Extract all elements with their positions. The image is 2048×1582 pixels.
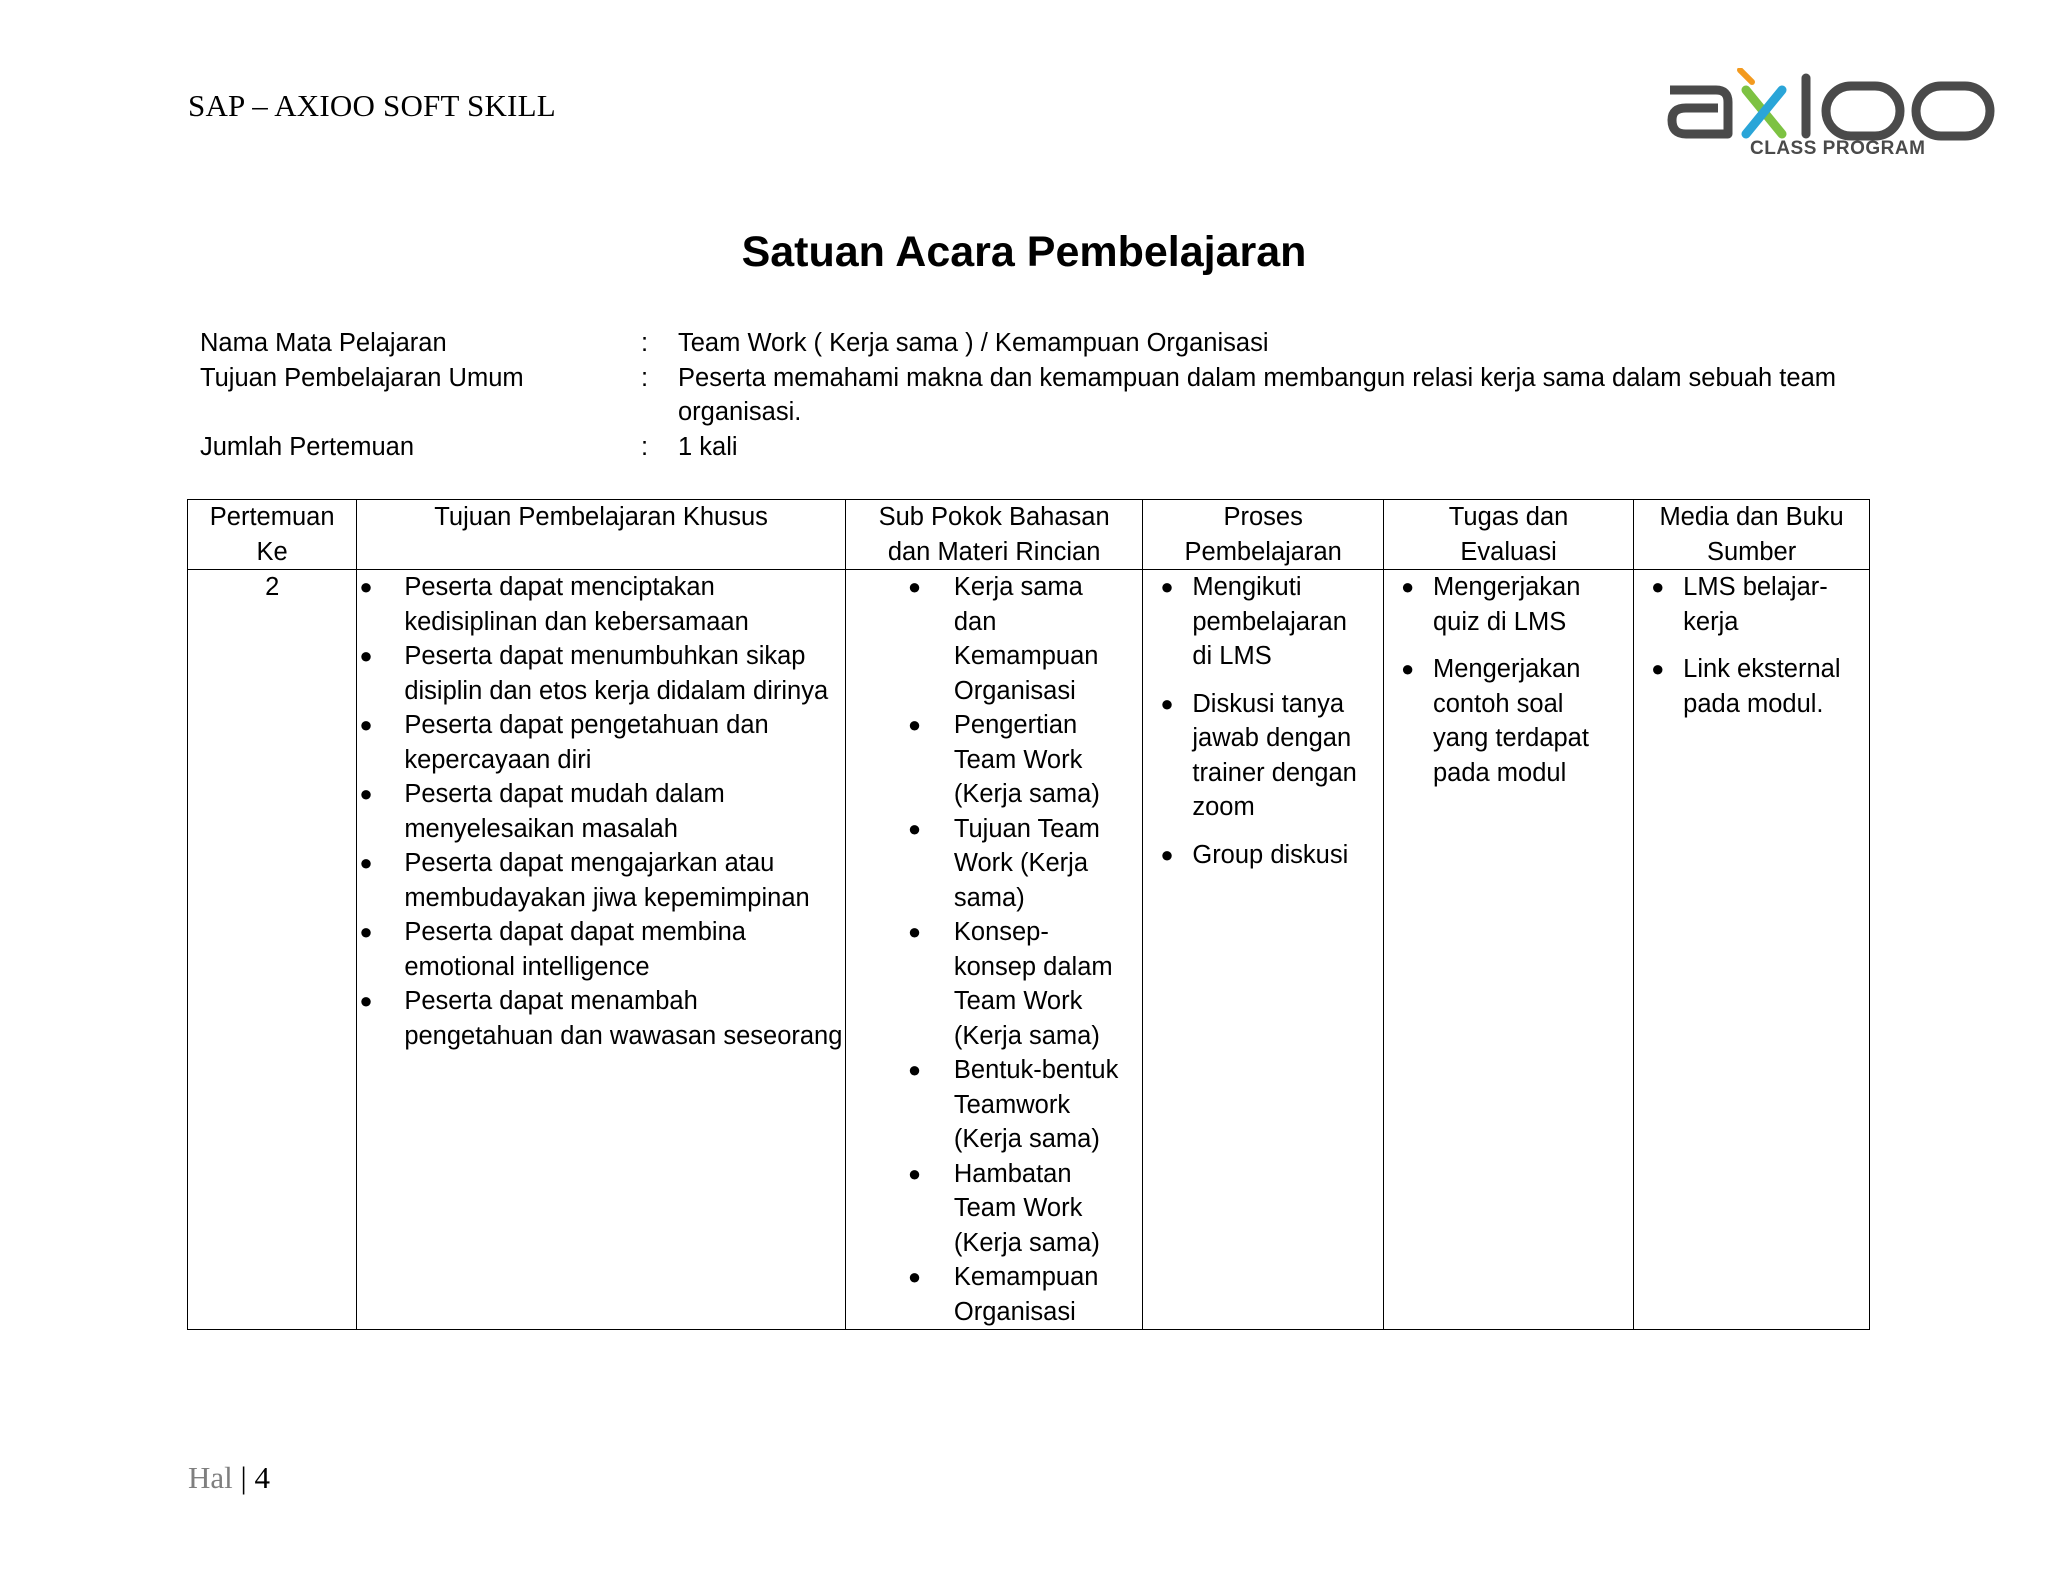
task-item bbox=[1384, 570, 1633, 639]
task-item-line: pada modul bbox=[1433, 758, 1567, 787]
process-item bbox=[1143, 570, 1383, 674]
bullet-icon: ● bbox=[907, 1264, 922, 1289]
header-title: SAP – AXIOO SOFT SKILL bbox=[188, 88, 556, 123]
process-item-line: Mengikuti bbox=[1192, 573, 1302, 601]
bullet-icon: ● bbox=[359, 643, 373, 668]
topic-item-line: Kemampuan bbox=[953, 1263, 1099, 1291]
topic-item bbox=[846, 1053, 1142, 1157]
table-header-row bbox=[188, 500, 1870, 570]
process-cell bbox=[1143, 570, 1384, 1330]
topic-item bbox=[846, 812, 1142, 916]
topic-item-line: Teamwork bbox=[953, 1090, 1071, 1119]
bullet-icon: ● bbox=[1651, 656, 1665, 681]
bullet-icon: ● bbox=[1651, 574, 1665, 599]
info-label: Tujuan Pembelajaran Umum bbox=[200, 363, 524, 392]
task-item-line: Mengerjakan bbox=[1433, 573, 1581, 601]
objective-item bbox=[357, 777, 845, 846]
process-item-line: zoom bbox=[1192, 793, 1255, 821]
document-title: Satuan Acara Pembelajaran bbox=[741, 228, 1307, 276]
topic-item-line: Bentuk-bentuk bbox=[953, 1056, 1119, 1084]
process-item-line: Group diskusi bbox=[1192, 840, 1349, 869]
topic-item bbox=[846, 570, 1142, 708]
objective-item-line: kepercayaan diri bbox=[404, 745, 592, 774]
media-item-line: Link eksternal bbox=[1683, 655, 1841, 683]
info-row-subject bbox=[200, 326, 1880, 361]
objective-item-line: disiplin dan etos kerja didalam dirinya bbox=[404, 676, 829, 705]
bullet-icon: ● bbox=[907, 815, 922, 841]
header-topics: Sub Pokok Bahasan dan Materi Rincian bbox=[845, 500, 1142, 570]
info-value: Peserta memahami makna dan kemampuan dalam membangun relasi kerja sama dalam sebuah team bbox=[678, 363, 1836, 392]
task-item-line: quiz di LMS bbox=[1433, 607, 1567, 636]
bullet-icon: ● bbox=[907, 712, 922, 737]
info-label: Nama Mata Pelajaran bbox=[200, 329, 447, 357]
objective-item bbox=[357, 570, 845, 639]
topic-item-line: Kerja sama bbox=[953, 573, 1083, 601]
bullet-icon: ● bbox=[359, 919, 373, 944]
lesson-plan-table bbox=[187, 499, 1870, 1330]
objective-item-line: Peserta dapat dapat membina bbox=[404, 918, 746, 946]
process-item-line: Diskusi tanya bbox=[1192, 689, 1345, 718]
topic-item bbox=[846, 1157, 1142, 1261]
objective-item-line: Peserta dapat menumbuhkan sikap bbox=[404, 642, 806, 670]
info-value: 1 kali bbox=[678, 432, 738, 461]
task-item-line: Mengerjakan bbox=[1433, 655, 1581, 683]
objective-item-line: Peserta dapat mudah dalam bbox=[404, 780, 725, 808]
bullet-icon: ● bbox=[907, 1057, 922, 1082]
bullet-icon: ● bbox=[359, 988, 373, 1013]
topic-item-line: Team Work bbox=[953, 1194, 1083, 1222]
process-item-line: trainer dengan bbox=[1192, 758, 1357, 787]
info-row-meetings bbox=[200, 430, 1880, 465]
page-footer bbox=[188, 1460, 270, 1496]
task-item-line: contoh soal bbox=[1433, 689, 1564, 718]
header-meeting: Pertemuan Ke bbox=[188, 500, 357, 570]
footer-separator: | bbox=[240, 1460, 247, 1495]
bullet-icon: ● bbox=[1401, 656, 1415, 681]
objective-item bbox=[357, 984, 845, 1053]
topic-item-line: Team Work bbox=[953, 745, 1083, 774]
info-value: Team Work ( Kerja sama ) / Kemampuan Organisasi bbox=[678, 329, 1269, 357]
objective-item bbox=[357, 708, 845, 777]
process-item-line: pembelajaran bbox=[1192, 607, 1347, 636]
topic-item-line: Organisasi bbox=[953, 676, 1076, 705]
bullet-icon: ● bbox=[1160, 574, 1174, 599]
topic-item-line: (Kerja sama) bbox=[953, 1228, 1100, 1257]
process-item bbox=[1143, 687, 1383, 825]
topic-item-line: Organisasi bbox=[953, 1297, 1076, 1326]
objective-item-line: emotional intelligence bbox=[404, 952, 650, 981]
topic-item-line: Hambatan bbox=[953, 1159, 1072, 1188]
topic-item-line: Work (Kerja bbox=[953, 849, 1089, 877]
topic-item-line: Pengertian bbox=[953, 711, 1078, 739]
header-tasks: Tugas dan Evaluasi bbox=[1384, 500, 1634, 570]
topic-item-line: konsep dalam bbox=[953, 952, 1113, 981]
objectives-cell bbox=[357, 570, 846, 1330]
info-label: Jumlah Pertemuan bbox=[200, 432, 415, 461]
objective-item-line: membudayakan jiwa kepemimpinan bbox=[404, 883, 810, 912]
bullet-icon: ● bbox=[907, 574, 922, 599]
topics-cell bbox=[845, 570, 1142, 1330]
objective-item bbox=[357, 846, 845, 915]
media-item-line: kerja bbox=[1683, 607, 1739, 636]
bullet-icon: ● bbox=[1160, 841, 1174, 867]
bullet-icon: ● bbox=[359, 781, 373, 806]
media-item bbox=[1634, 570, 1869, 639]
topic-item bbox=[846, 1260, 1142, 1329]
bullet-icon: ● bbox=[907, 1160, 922, 1186]
topic-item-line: (Kerja sama) bbox=[953, 780, 1100, 808]
info-colon: : bbox=[641, 329, 649, 357]
bullet-icon: ● bbox=[359, 850, 373, 875]
bullet-icon: ● bbox=[907, 919, 922, 944]
objective-item-line: menyelesaikan masalah bbox=[404, 814, 678, 843]
topic-item-line: sama) bbox=[953, 883, 1025, 912]
topic-item-line: dan bbox=[953, 607, 997, 636]
process-item bbox=[1143, 838, 1383, 873]
objective-item-line: Peserta dapat menciptakan bbox=[404, 573, 715, 601]
topic-item bbox=[846, 708, 1142, 812]
task-item-line: yang terdapat bbox=[1433, 724, 1589, 752]
header-objectives: Tujuan Pembelajaran Khusus bbox=[357, 500, 846, 570]
media-item-line: LMS belajar- bbox=[1683, 573, 1828, 601]
info-value-continued: organisasi. bbox=[678, 398, 802, 426]
topic-item-line: (Kerja sama) bbox=[953, 1021, 1100, 1050]
objective-item bbox=[357, 639, 845, 708]
bullet-icon: ● bbox=[1160, 690, 1174, 716]
process-item-line: jawab dengan bbox=[1192, 724, 1352, 752]
info-colon: : bbox=[641, 432, 649, 461]
topic-item-line: Team Work bbox=[953, 987, 1083, 1015]
bullet-icon: ● bbox=[359, 574, 373, 599]
objective-item-line: Peserta dapat mengajarkan atau bbox=[404, 849, 775, 877]
process-item-line: di LMS bbox=[1192, 642, 1272, 670]
objective-item-line: pengetahuan dan wawasan seseorang bbox=[404, 1021, 843, 1050]
info-row-objective bbox=[200, 361, 1880, 430]
axioo-logo bbox=[1650, 68, 2010, 160]
header-media: Media dan Buku Sumber bbox=[1634, 500, 1870, 570]
objective-item-line: Peserta dapat menambah bbox=[404, 987, 698, 1015]
header-process: Proses Pembelajaran bbox=[1143, 500, 1384, 570]
footer-label: Hal bbox=[188, 1460, 233, 1495]
info-colon: : bbox=[641, 363, 649, 392]
bullet-icon: ● bbox=[1401, 574, 1415, 599]
bullet-icon: ● bbox=[359, 712, 373, 737]
meeting-number: 2 bbox=[188, 570, 357, 1330]
tasks-cell bbox=[1384, 570, 1634, 1330]
objective-item-line: Peserta dapat pengetahuan dan bbox=[404, 711, 769, 739]
page-number: 4 bbox=[254, 1460, 270, 1495]
topic-item-line: (Kerja sama) bbox=[953, 1125, 1100, 1153]
media-item bbox=[1634, 652, 1869, 721]
course-info bbox=[200, 326, 1880, 464]
svg-text:CLASS PROGRAM: CLASS PROGRAM bbox=[1750, 138, 1926, 159]
topic-item bbox=[846, 915, 1142, 1053]
task-item bbox=[1384, 652, 1633, 790]
table-row bbox=[188, 570, 1870, 1330]
objective-item bbox=[357, 915, 845, 984]
topic-item-line: Konsep- bbox=[953, 918, 1049, 946]
media-cell bbox=[1634, 570, 1870, 1330]
topic-item-line: Kemampuan bbox=[953, 642, 1099, 670]
media-item-line: pada modul. bbox=[1683, 689, 1824, 718]
objective-item-line: kedisiplinan dan kebersamaan bbox=[404, 607, 749, 636]
topic-item-line: Tujuan Team bbox=[953, 814, 1100, 843]
